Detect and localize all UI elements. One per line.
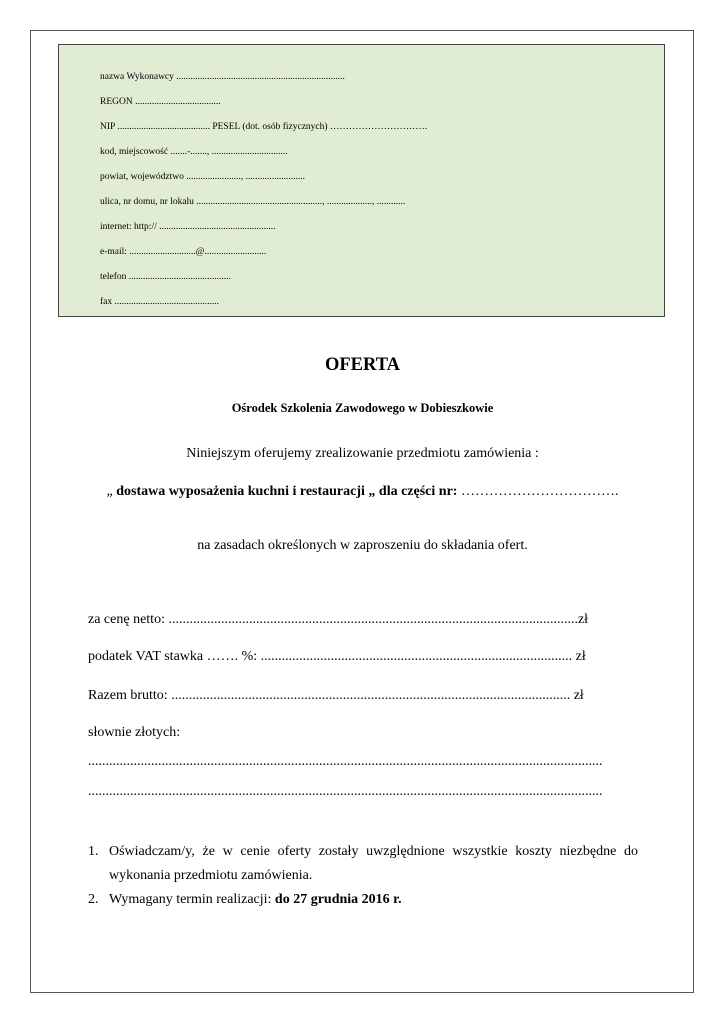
contractor-phone-line: telefon ........................................... [100, 272, 231, 282]
subject-title: dostawa wyposażenia kuchni i restauracji „ dla części nr: [116, 484, 458, 499]
contractor-county-line: powiat, województwo ......................., ......................... [100, 172, 306, 182]
contractor-name-line: nazwa Wykonawcy ....................................................................... [100, 72, 345, 82]
contractor-internet-line: internet: http:// ................................................. [100, 222, 276, 232]
vat-line: podatek VAT stawka ……. %: ......................................................................................... zł [88, 649, 586, 664]
contractor-nip-pesel-line: NIP ....................................... PESEL (dot. osób fizycznych) …………………………. [100, 122, 428, 132]
declaration-item [88, 888, 638, 912]
subject-quote-open: „ [106, 484, 113, 499]
declaration-number: 2. [88, 892, 99, 907]
contractor-email-line: e-mail: ............................@.......................... [100, 247, 267, 257]
deadline-label: Wymagany termin realizacji: [109, 892, 275, 907]
offer-basis: na zasadach określonych w zaproszeniu do składania ofert. [197, 538, 528, 553]
amount-in-words-line-2: ................................................................................................................................................... [88, 784, 603, 799]
deadline-date: do 27 grudnia 2016 r. [274, 892, 402, 907]
amount-in-words-label: słownie złotych: [88, 725, 181, 740]
contractor-regon-line: REGON .................................... [100, 97, 221, 107]
amount-in-words-line-1: ................................................................................................................................................... [88, 754, 603, 769]
declaration-number: 1. [88, 844, 99, 859]
declaration-text: Oświadczam/y, że w cenie oferty zostały uwzględnione wszystkie koszty niezbędne do wykonania przedmiotu zamówienia. [109, 844, 638, 883]
page-title: OFERTA [324, 355, 401, 375]
offer-intro: Niniejszym oferujemy zrealizowanie przedmiotu zamówienia : [186, 446, 539, 461]
contractor-street-line: ulica, nr domu, nr lokalu ....................................................., ..................., ............ [100, 197, 406, 207]
gross-price-line: Razem brutto: .................................................................................................................. zł [88, 688, 584, 703]
offer-subject [0, 484, 725, 500]
contractor-postcode-line: kod, miejscowość .......-......., ................................ [100, 147, 288, 157]
declaration-item [88, 840, 638, 888]
contractor-fax-line: fax ............................................ [100, 297, 220, 307]
contractor-info-box [58, 44, 665, 317]
declarations-list [88, 840, 638, 912]
net-price-line: za cenę netto: .....................................................................................................................zł [88, 612, 589, 627]
subject-part-number-dots: ……………………………. [460, 484, 619, 499]
institution-name: Ośrodek Szkolenia Zawodowego w Dobieszkowie [231, 401, 494, 415]
